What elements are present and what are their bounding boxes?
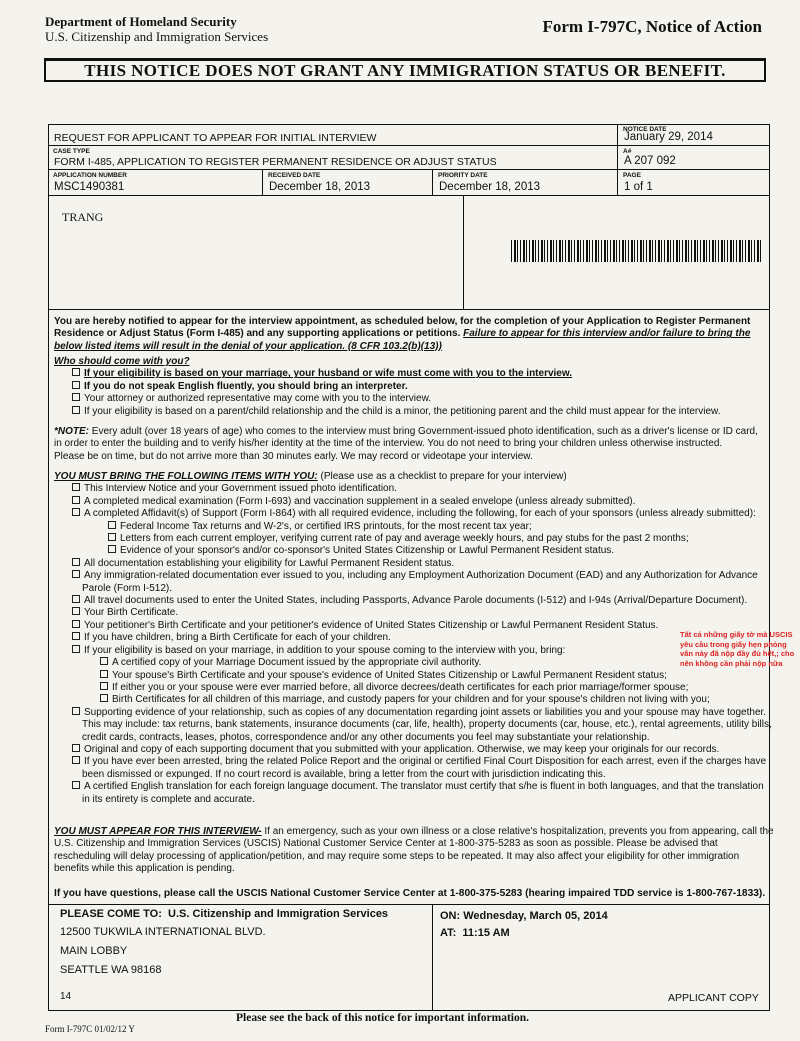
bring-subitem <box>54 521 766 533</box>
application-number-label: APPLICATION NUMBER <box>53 172 127 179</box>
notice-date: January 29, 2014 <box>624 131 713 143</box>
on-label: ON: <box>440 910 461 922</box>
at-label: AT: <box>440 927 457 939</box>
bring-subitem <box>54 533 766 545</box>
handwritten-note: Tất cả những giấy tờ mà USCIS yêu cầu trong giấy hẹn phỏng vấn này đã nộp đầy đủ hết,; cho nên không cần phải nộp nữa <box>680 630 795 668</box>
notice-title-cell <box>48 124 618 146</box>
bring-item-text: This Interview Notice and your Government issued photo identification. <box>84 483 397 495</box>
bring-item-text: Original and copy of each supporting document that you submitted with your application. Otherwise, we may keep your originals for our records. <box>84 743 720 755</box>
notice-date-cell <box>618 124 770 146</box>
bring-item <box>54 570 766 582</box>
location-code: 14 <box>60 991 72 1002</box>
case-type: FORM I-485, APPLICATION TO REGISTER PERMANENT RESIDENCE OR ADJUST STATUS <box>54 156 497 168</box>
bring-item-text: All documentation establishing your eligibility for Lawful Permanent Resident status. <box>84 557 455 569</box>
who-item-text: Your attorney or authorized representative may come with you to the interview. <box>84 393 432 405</box>
a-number: A 207 092 <box>624 155 676 167</box>
a-number-label: A# <box>623 148 632 155</box>
form-title: Form I-797C, Notice of Action <box>542 17 762 36</box>
bring-item-text: Federal Income Tax returns and W-2's, or certified IRS printouts, for the most recent tax year; <box>120 520 532 532</box>
bring-item <box>54 744 766 756</box>
checkbox-icon <box>72 781 80 789</box>
bring-item <box>54 781 766 793</box>
who-item-text: If your eligibility is based on your marriage, your husband or wife must come with you to the interview. <box>84 368 573 380</box>
bring-item-text: Your spouse's Birth Certificate and your spouse's evidence of United States Citizenship or Lawful Permanent Resident status; <box>112 669 667 681</box>
bring-item <box>54 645 766 657</box>
bring-item <box>54 707 766 719</box>
copy-label: APPLICANT COPY <box>668 992 759 1004</box>
appear-line: U.S. Citizenship and Immigration Services (USCIS) National Customer Service Center at 1-800-375-5283 as soon as possible. Please be advised that <box>54 838 718 850</box>
note-section <box>54 426 766 463</box>
note-line: Every adult (over 18 years of age) who comes to the interview must bring Government-issued photo identification, such as a driver's license or ID card, <box>91 426 758 437</box>
bring-section <box>54 471 772 806</box>
location-column-divider <box>432 904 433 1011</box>
checkbox-icon <box>72 632 80 640</box>
note-line: Please be on time, but do not arrive more than 30 minutes early. We may record or videotape your interview. <box>54 450 533 462</box>
checkbox-icon <box>108 533 116 541</box>
who-section <box>54 356 766 418</box>
who-item-text: If you do not speak English fluently, you should bring an interpreter. <box>84 380 408 392</box>
bring-item <box>54 508 766 520</box>
bring-item-continued: in its entirety is complete and accurate. <box>82 793 255 805</box>
recipient-name: TRANG <box>62 210 104 224</box>
bring-item-text: Your petitioner's Birth Certificate and your petitioner's evidence of United States Citizenship or Lawful Permanent Resident Status. <box>84 619 659 631</box>
bring-item <box>54 483 766 495</box>
checkbox-icon <box>72 645 80 653</box>
barcode-icon <box>511 240 761 262</box>
checkbox-icon <box>100 694 108 702</box>
case-type-label: CASE TYPE <box>53 148 90 155</box>
bring-item-text: If you have ever been arrested, bring the related Police Report and the original or certified Final Court Disposition for each arrest, even if the charges have <box>84 756 767 768</box>
appointment-date: Wednesday, March 05, 2014 <box>463 910 608 922</box>
bring-item-text: If you have children, bring a Birth Certificate for each of your children. <box>84 632 391 644</box>
who-heading: Who should come with you? <box>54 356 190 367</box>
bring-subitem <box>54 670 766 682</box>
bring-subitem <box>54 682 766 694</box>
notice-title: REQUEST FOR APPLICANT TO APPEAR FOR INITIAL INTERVIEW <box>54 132 377 144</box>
checkbox-icon <box>100 657 108 665</box>
received-date: December 18, 2013 <box>269 181 371 193</box>
bring-item-text: All travel documents used to enter the United States, including Passports, Advance Parole documents (I-512) and I-94s (Arrival/Departure Document). <box>84 595 748 607</box>
bring-item <box>54 607 766 619</box>
department-name: Department of Homeland Security <box>45 14 237 29</box>
priority-date-label: PRIORITY DATE <box>438 172 488 179</box>
bring-item-text: If your eligibility is based on your marriage, in addition to your spouse coming to the interview with you, bring: <box>84 644 566 656</box>
checkbox-icon <box>72 393 80 401</box>
checkbox-icon <box>72 483 80 491</box>
bring-item-text: A certified English translation for each foreign language document. The translator must certify that s/he is fluent in both languages, and that the translation <box>84 781 764 793</box>
intro-paragraph <box>54 316 766 353</box>
bring-item-text: Birth Certificates for all children of this marriage, and custody papers for your children and for your spouse's children not living with you; <box>112 694 710 706</box>
received-date-label: RECEIVED DATE <box>268 172 321 179</box>
bring-subitem <box>54 545 766 557</box>
bring-item-text: Letters from each current employer, verifying current rate of pay and average weekly hours, and pay stubs for the past 2 months; <box>120 533 689 545</box>
page-number: 1 of 1 <box>624 181 653 193</box>
questions-line: If you have questions, please call the USCIS National Customer Service Center at 1-800-375-5283 (hearing impaired TDD service is 1-800-767-1833). <box>54 888 766 899</box>
appear-section <box>54 826 774 876</box>
status-banner: THIS NOTICE DOES NOT GRANT ANY IMMIGRATION STATUS OR BENEFIT. <box>44 58 766 82</box>
application-number: MSC1490381 <box>54 181 125 193</box>
checkbox-icon <box>72 620 80 628</box>
bring-heading: YOU MUST BRING THE FOLLOWING ITEMS WITH YOU: <box>54 471 318 482</box>
bring-item-continued: credit cards, contracts, leases, photos, correspondence and/or any other documents you feel may substantiate your relationship. <box>82 731 650 743</box>
intro-text: You are hereby notified to appear for the interview appointment, as scheduled below, for the completion of your Application to Register Permanent Residence or Adjust Status (Form I-485) and any supporting applications or petitions. <box>54 316 751 340</box>
location-block <box>60 908 388 976</box>
bring-item-text: Your Birth Certificate. <box>84 607 179 619</box>
checkbox-icon <box>72 570 80 578</box>
appear-line: benefits while this application is pending. <box>54 863 235 875</box>
location-agency: U.S. Citizenship and Immigration Services <box>168 908 389 920</box>
intro-warning: Failure to appear for this interview and/or failure to bring the below listed items will result in the denial of your application. (8 CFR 103.2(b)(13)) <box>54 328 751 352</box>
bring-item-text: A completed medical examination (Form I-693) and vaccination supplement in a sealed envelope (unless already submitted). <box>84 495 636 507</box>
bring-item-text: Evidence of your sponsor's and/or co-sponsor's United States Citizenship or Lawful Permanent Resident status. <box>120 545 615 557</box>
checkbox-icon <box>108 545 116 553</box>
bring-item <box>54 632 766 644</box>
bring-item <box>54 496 766 508</box>
bring-item-text: A completed Affidavit(s) of Support (Form I-864) with all required evidence, including the following, for each of your sponsors (unless already submitted): <box>84 508 756 520</box>
bring-item <box>54 756 766 768</box>
location-label: PLEASE COME TO: <box>60 908 162 920</box>
bring-item-continued: Parole (Form I-512). <box>82 582 173 594</box>
who-item <box>54 406 766 418</box>
checkbox-icon <box>72 558 80 566</box>
application-number-cell <box>48 170 263 196</box>
checkbox-icon <box>72 595 80 603</box>
appear-line: rescheduling will delay processing of application/petition, and may require some steps to be repeated. It may also affect your eligibility for other immigration <box>54 850 740 862</box>
appointment-time: 11:15 AM <box>462 927 510 939</box>
case-type-cell <box>48 146 618 170</box>
form-id: Form I-797C 01/02/12 Y <box>45 1024 135 1034</box>
note-label: *NOTE: <box>54 426 89 437</box>
who-item-text: If your eligibility is based on a parent/child relationship and the child is a minor, the petitioning parent and the child must appear for the interview. <box>84 405 721 417</box>
note-line: in order to enter the building and to verify his/her identity at the time of the interview. You do not need to bring your children unless otherwise instructed. <box>54 438 723 450</box>
notice-date-label: NOTICE DATE <box>623 126 667 133</box>
who-item <box>54 368 766 380</box>
received-date-cell <box>263 170 433 196</box>
appear-heading: YOU MUST APPEAR FOR THIS INTERVIEW- <box>54 826 262 837</box>
appear-line: If an emergency, such as your own illness or a close relative's hospitalization, prevents you from appearing, call the <box>264 826 774 837</box>
page-label: PAGE <box>623 172 641 179</box>
back-notice: Please see the back of this notice for important information. <box>236 1012 529 1024</box>
page-cell <box>618 170 770 196</box>
bring-item <box>54 620 766 632</box>
checkbox-icon <box>100 682 108 690</box>
bring-heading-note: (Please use as a checklist to prepare for your interview) <box>320 471 567 482</box>
recipient-cell <box>48 196 464 310</box>
checkbox-icon <box>100 670 108 678</box>
bring-item-text: If either you or your spouse were ever married before, all divorce decrees/death certificates for each prior marriage/former spouse; <box>112 681 689 693</box>
bring-item-text: A certified copy of your Marriage Document issued by the appropriate civil authority. <box>112 657 482 669</box>
bring-item-text: Supporting evidence of your relationship, such as copies of any documentation regarding joint assets or liabilities you and your spouse may have together. <box>84 706 767 718</box>
checkbox-icon <box>72 744 80 752</box>
checkbox-icon <box>72 508 80 516</box>
checkbox-icon <box>72 756 80 764</box>
a-number-cell <box>618 146 770 170</box>
bring-item-text: Any immigration-related documentation ever issued to you, including any Employment Authorization Document (EAD) and any Authorization for Advance <box>84 570 758 582</box>
checkbox-icon <box>72 381 80 389</box>
appointment-block <box>440 910 608 939</box>
location-divider <box>48 904 770 905</box>
bring-subitem <box>54 657 766 669</box>
checkbox-icon <box>72 607 80 615</box>
location-address-line: SEATTLE WA 98168 <box>60 964 162 976</box>
bring-item <box>54 595 766 607</box>
bring-item <box>54 558 766 570</box>
location-address-line: MAIN LOBBY <box>60 945 128 957</box>
bring-item-continued: This may include: tax returns, bank statements, insurance documents (car, life, health), property documents (car, house, etc.), rental agreements, utility bills, <box>82 719 772 731</box>
who-item <box>54 393 766 405</box>
checkbox-icon <box>72 707 80 715</box>
who-item <box>54 381 766 393</box>
checkbox-icon <box>72 406 80 414</box>
agency-name: U.S. Citizenship and Immigration Services <box>45 29 269 44</box>
priority-date-cell <box>433 170 618 196</box>
priority-date: December 18, 2013 <box>439 181 541 193</box>
bring-item-continued: been dismissed or expunged. If no court record is available, bring a letter from the court with jurisdiction indicating this. <box>82 768 606 780</box>
bring-subitem <box>54 694 766 706</box>
checkbox-icon <box>72 368 80 376</box>
checkbox-icon <box>72 496 80 504</box>
checkbox-icon <box>108 521 116 529</box>
location-address-line: 12500 TUKWILA INTERNATIONAL BLVD. <box>60 926 266 938</box>
